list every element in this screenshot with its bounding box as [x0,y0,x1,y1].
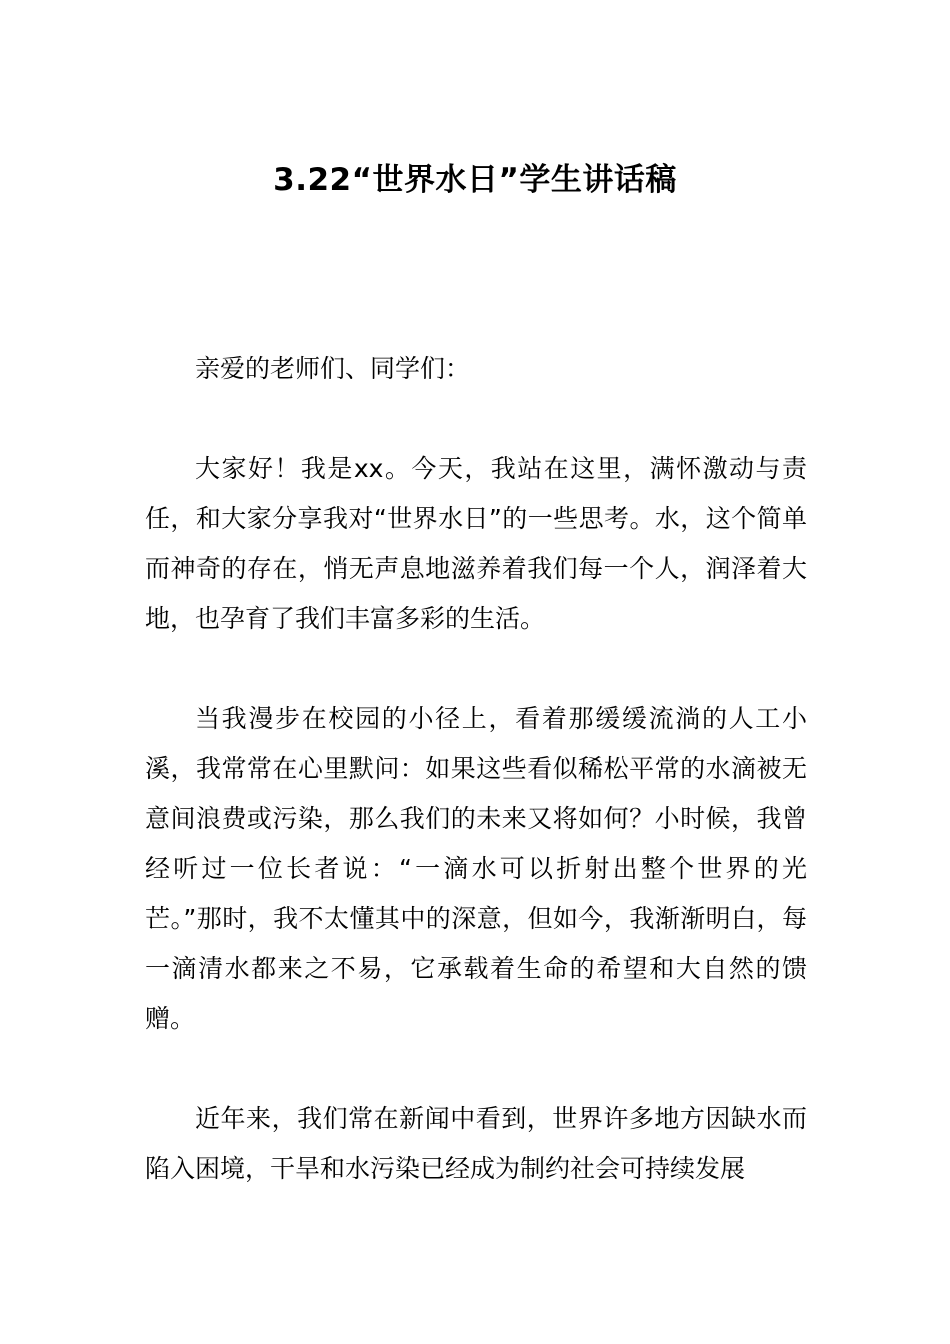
paragraph-introduction: 大家好！我是xx。今天，我站在这里，满怀激动与责任，和大家分享我对“世界水日”的一些思考。水，这个简单而神奇的存在，悄无声息地滋养着我们每一个人，润泽着大地，也孕育了我们丰富多彩的生活。 [145,454,807,633]
document-title: 3.22“世界水日”学生讲话稿 [273,162,677,198]
paragraph-reflection: 当我漫步在校园的小径上，看着那缓缓流淌的人工小溪，我常常在心里默问：如果这些看似稀松平常的水滴被无意间浪费或污染，那么我们的未来又将如何？小时候，我曾经听过一位长者说：“一滴水可以折射出整个世界的光芒。”那时，我不太懂其中的深意，但如今，我渐渐明白，每一滴清水都来之不易，它承载着生命的希望和大自然的馈赠。 [145,704,807,1033]
paragraph-greeting: 亲爱的老师们、同学们： [195,354,471,383]
paragraph-water-crisis: 近年来，我们常在新闻中看到，世界许多地方因缺水而陷入困境，干旱和水污染已经成为制约社会可持续发展 [145,1104,807,1183]
document-body [145,344,807,1244]
